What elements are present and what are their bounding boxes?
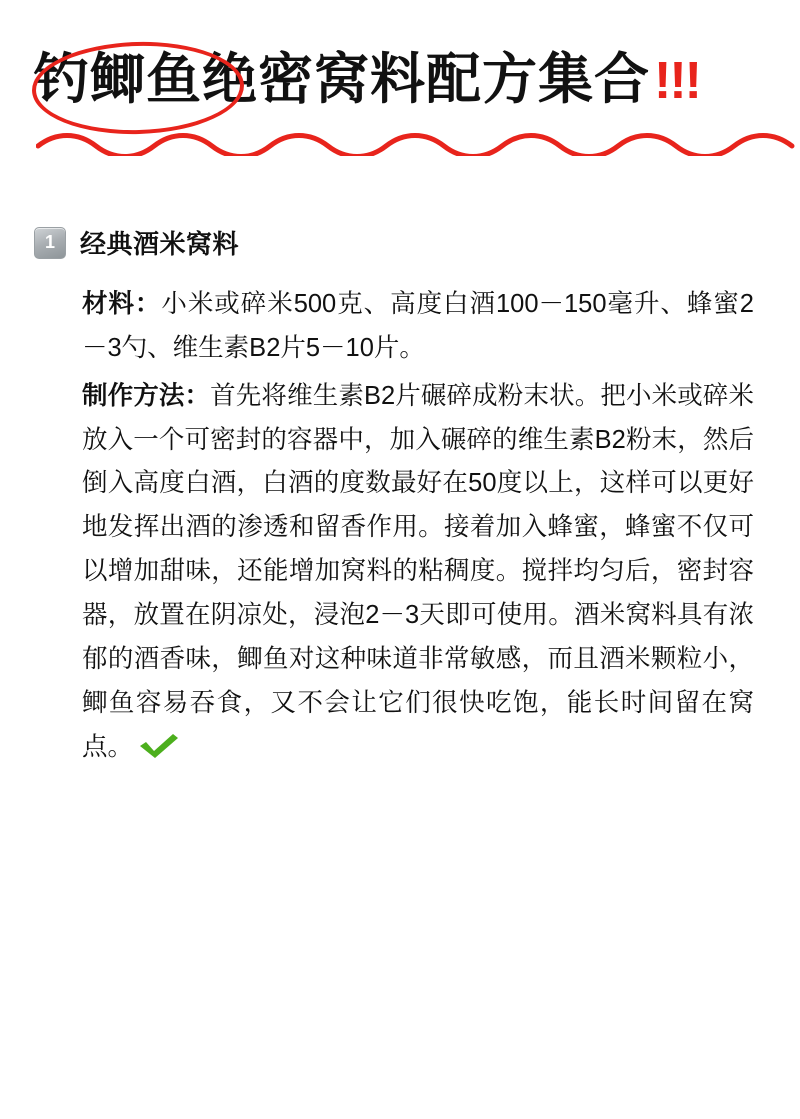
- section-1-body: [30, 283, 770, 769]
- method-text: 首先将维生素B2片碾碎成粉末状。把小米或碎米放入一个可密封的容器中，加入碾碎的维生素B2粉末，然后倒入高度白酒，白酒的度数最好在50度以上，这样可以更好地发挥出酒的渗透和留香作用。接着加入蜂蜜，蜂蜜不仅可以增加甜味，还能增加窝料的粘稠度。搅拌均匀后，密封容器，放置在阴凉处，浸泡2－3天即可使用。酒米窝料具有浓郁的酒香味，鲫鱼对这种味道非常敏感，而且酒米颗粒小，鲫鱼容易吞食，又不会让它们很快吃饱，能长时间留在窝点。: [82, 381, 754, 761]
- title-highlighted-text: 钓鲫鱼: [34, 48, 203, 110]
- green-check-icon: [137, 730, 181, 756]
- document-page: [0, 48, 800, 1119]
- materials-label: 材料：: [82, 290, 162, 318]
- section-number-badge: 1: [34, 227, 66, 259]
- title-block: [30, 48, 770, 164]
- title-rest-text: 绝密窝料配方集合: [202, 48, 651, 110]
- title-exclamation: !!!: [654, 52, 700, 110]
- method-label: 制作方法：: [82, 381, 211, 410]
- document-title: [30, 48, 770, 110]
- section-1-header: [30, 224, 770, 261]
- red-squiggle-underline: [36, 128, 800, 156]
- section-1: [30, 224, 770, 769]
- method-paragraph: [82, 375, 754, 770]
- section-1-title: 经典酒米窝料: [80, 229, 240, 259]
- materials-text: 小米或碎米500克、高度白酒100－150毫升、蜂蜜2－3勺、维生素B2片5－10片。: [82, 290, 754, 362]
- materials-paragraph: [82, 283, 754, 371]
